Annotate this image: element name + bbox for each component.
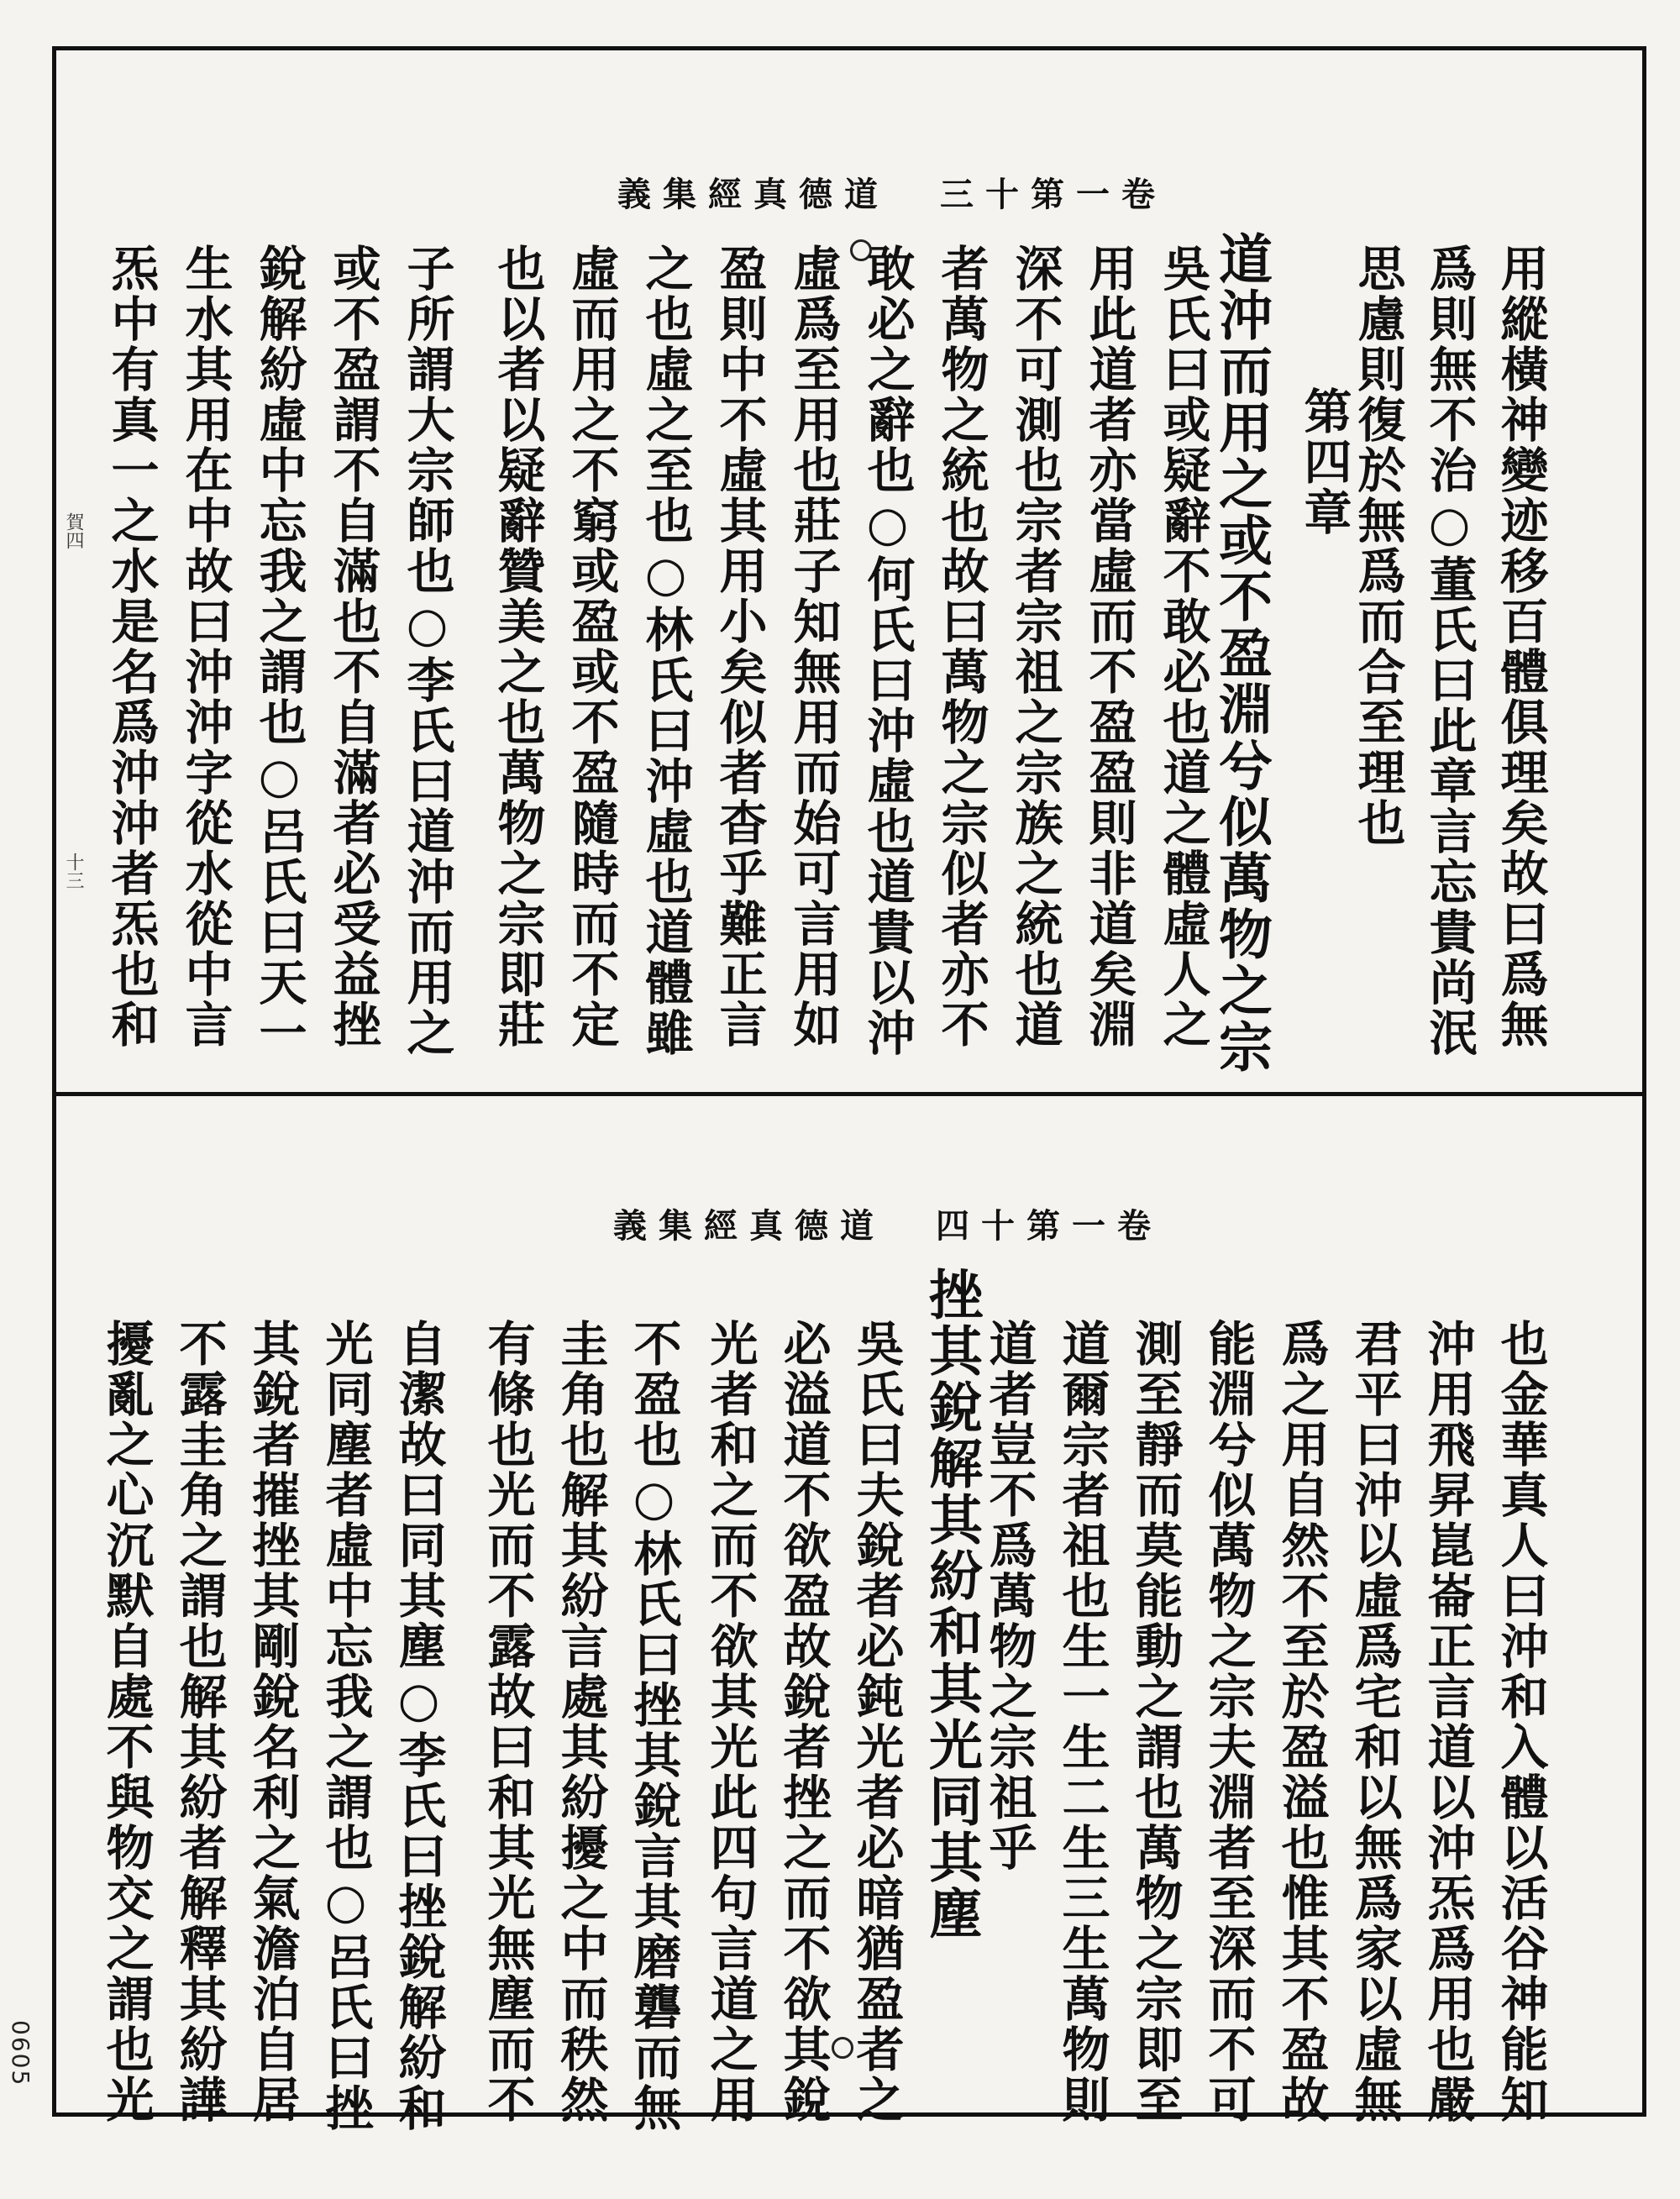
bottom-column-19: 不露圭角之謂也解其紛者解釋其紛譁 xyxy=(171,1319,228,2125)
bottom-header-title: 道德真經集義 xyxy=(613,1206,885,1246)
bottom-column-10: 吳氏曰夫銳者必鈍光者必暗猶盈者之 xyxy=(848,1319,905,2125)
bottom-column-4: 爲之用自然不至於盈溢也惟其不盈故 xyxy=(1273,1319,1330,2125)
top-column-7: 用此道者亦當虛而不盈盈則非道矣淵 xyxy=(1081,244,1137,1050)
top-column-6: 吳氏曰或疑辭不敢必也道之體虛人之 xyxy=(1155,244,1211,1050)
bottom-column-2: 沖用飛昇崑崙正言道以沖炁爲用也嚴 xyxy=(1420,1319,1476,2125)
margin-circle-mark xyxy=(832,2037,853,2059)
top-column-1: 用縱橫神變迹移百體俱理矣故曰爲無 xyxy=(1493,244,1549,1050)
top-column-11: 虛爲至用也莊子知無用而始可言用如 xyxy=(785,244,842,1050)
top-column-17: 或不盈謂不自滿也不自滿者必受益挫 xyxy=(325,244,381,1050)
bottom-column-16: 自潔故曰同其塵○李氏曰挫銳解紛和 xyxy=(391,1319,447,2133)
top-column-9: 者萬物之統也故曰萬物之宗似者亦不 xyxy=(933,244,990,1050)
top-column-2: 爲則無不治○董氏曰此章言忘貴尚泯 xyxy=(1421,244,1478,1058)
top-small-mark-2: 十三 xyxy=(63,853,84,890)
top-column-18: 銳解紛虛中忘我之謂也○呂氏曰天一 xyxy=(251,244,307,1058)
top-column-3: 思慮則復於無爲而合至理也 xyxy=(1350,244,1406,848)
top-column-8: 深不可測也宗者宗祖之宗族之統也道 xyxy=(1007,244,1063,1050)
top-scripture-line: 道沖而用之或不盈淵兮似萬物之宗 xyxy=(1210,231,1273,1075)
bottom-column-17: 光同塵者虛中忘我之謂也○呂氏曰挫 xyxy=(318,1319,374,2133)
bottom-running-header xyxy=(613,1199,1163,1247)
bottom-column-13: 不盈也○林氏曰挫其銳言其磨礱而無 xyxy=(626,1319,682,2133)
bottom-column-6: 測至靜而莫能動之謂也萬物之宗即至 xyxy=(1127,1319,1184,2125)
top-chapter-heading: 第四章 xyxy=(1296,386,1352,538)
bottom-column-7: 道爾宗者祖也生一生二生三生萬物則 xyxy=(1054,1319,1110,2125)
bottom-column-1: 也金華真人曰沖和入體以活谷神能知 xyxy=(1493,1319,1549,2125)
top-header-title: 道德真經集義 xyxy=(617,175,890,214)
top-column-12: 盈則中不虛其用小矣似者杳乎難正言 xyxy=(711,244,768,1050)
bottom-column-8: 道者豈不爲萬物之宗祖乎 xyxy=(981,1319,1037,1873)
top-column-16: 子所謂大宗師也○李氏曰道沖而用之 xyxy=(399,244,455,1058)
bottom-header-juan: 卷一第十四 xyxy=(936,1206,1163,1246)
top-column-13: 之也虛之至也○林氏曰沖虛也道體雖 xyxy=(638,244,694,1058)
bottom-column-3: 君平曰沖以虛爲宅和以無爲家以虛無 xyxy=(1347,1319,1403,2125)
top-column-19: 生水其用在中故曰沖沖字從水從中言 xyxy=(177,244,234,1050)
page-number: 0605 xyxy=(7,2020,34,2087)
bottom-column-20: 擾亂之心沉默自處不與物交之謂也光 xyxy=(98,1319,155,2125)
top-header-juan: 卷一第十三 xyxy=(940,175,1167,214)
top-running-header xyxy=(617,168,1167,216)
top-small-mark-1: 賀四 xyxy=(63,512,84,549)
bottom-column-15: 有條也光而不露故曰和其光無塵而不 xyxy=(480,1319,536,2125)
top-column-15: 也以者以疑辭贊美之也萬物之宗即莊 xyxy=(490,244,546,1050)
bottom-column-5: 能淵兮似萬物之宗夫淵者至深而不可 xyxy=(1200,1319,1257,2125)
top-column-14: 虛而用之不窮或盈或不盈隨時而不定 xyxy=(564,244,620,1050)
bottom-column-14: 圭角也解其紛言處其紛擾之中而秩然 xyxy=(553,1319,609,2125)
top-column-10: 敢必之辭也○何氏曰沖虛也道貴以沖 xyxy=(859,244,916,1058)
bottom-column-12: 光者和之而不欲其光此四句言道之用 xyxy=(702,1319,759,2125)
bottom-column-11: 必溢道不欲盈故銳者挫之而不欲其銳 xyxy=(775,1319,832,2125)
bottom-scripture-line: 挫其銳解其紛和其光同其塵 xyxy=(920,1267,983,1942)
half-divider xyxy=(52,1092,1646,1096)
top-column-20: 炁中有真一之水是名爲沖沖者炁也和 xyxy=(103,244,160,1050)
bottom-column-18: 其銳者摧挫其剛銳名利之氣澹泊自居 xyxy=(244,1319,301,2125)
